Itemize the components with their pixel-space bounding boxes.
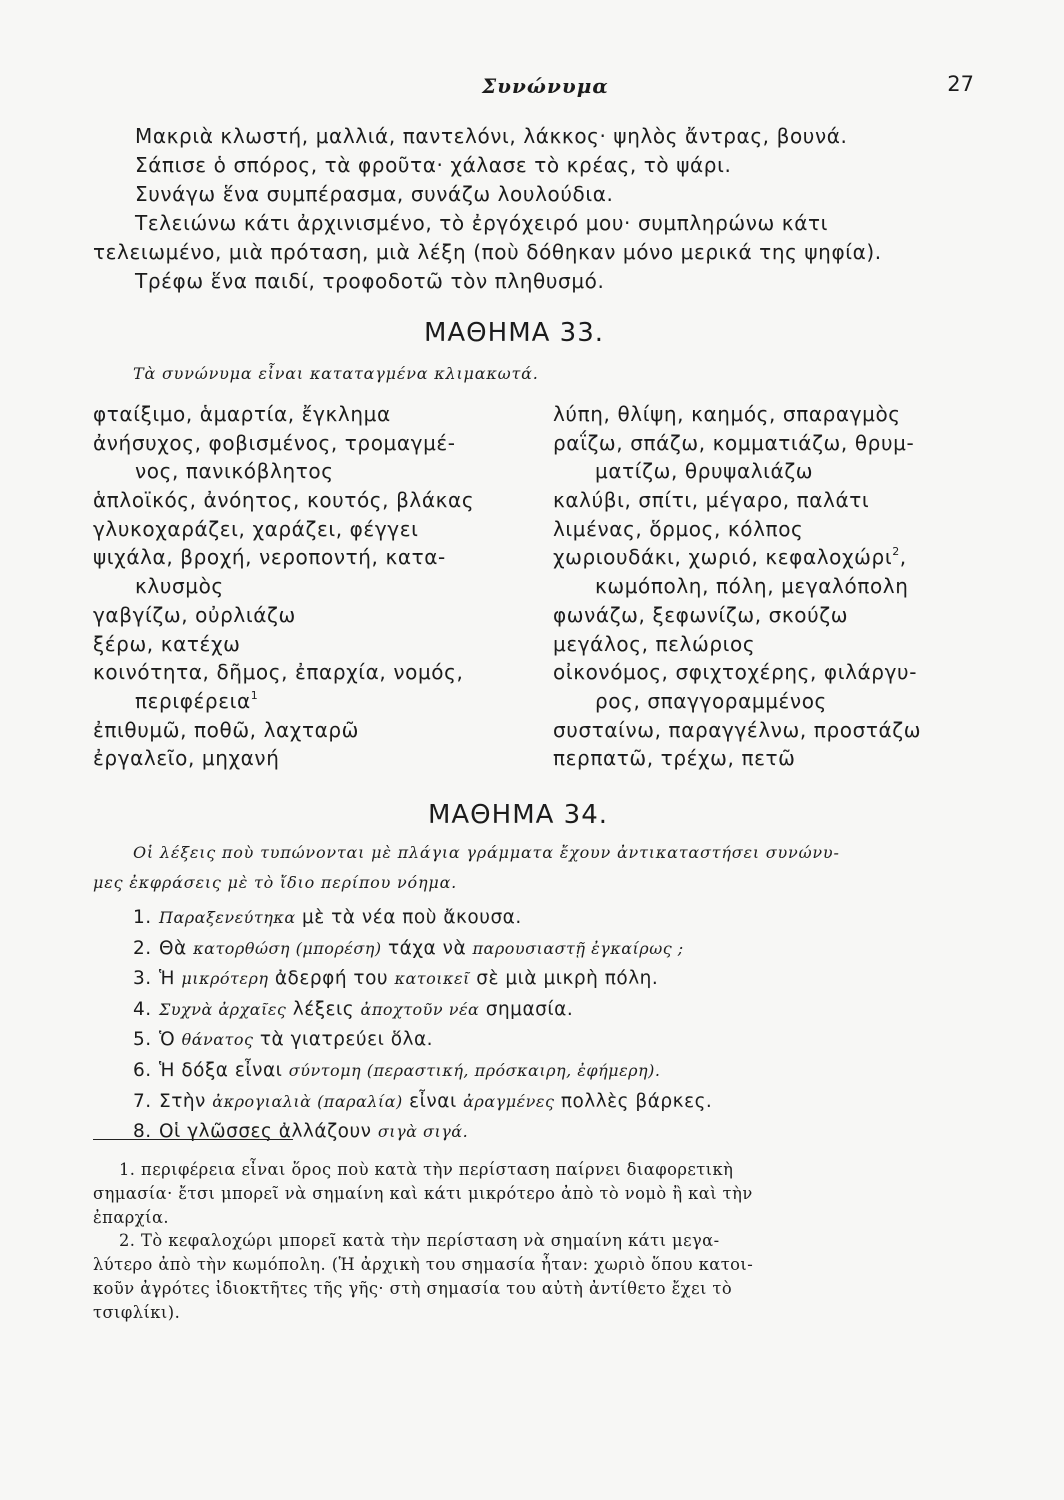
synonym-row: λιμένας, ὅρμος, κόλπος <box>553 516 804 541</box>
plain-text: Στὴν <box>159 1090 213 1112</box>
synonym-text: χωριουδάκι, χωριό, κεφαλοχώρι <box>553 545 893 570</box>
footnote-line: σημασία· ἔτσι μπορεῖ νὰ σημαίνη καὶ κάτι μικρότερο ἀπὸ τὸ νομὸ ἢ καὶ τὴν <box>93 1183 753 1203</box>
synonym-row: ἐπιθυμῶ, ποθῶ, λαχταρῶ <box>93 717 360 742</box>
italic-phrase: θάνατος <box>181 1030 254 1050</box>
lesson-34-title: ΜΑΘΗΜΑ 34. <box>427 800 609 830</box>
instruction-line: μες ἐκφράσεις μὲ τὸ ἴδιο περίπου νόημα. <box>93 873 458 892</box>
exercise-number: 4. <box>133 998 152 1020</box>
plain-text: τάχα νὰ <box>381 937 473 959</box>
italic-phrase: κατοικεῖ <box>394 969 470 989</box>
italic-phrase: ἀραγμένες <box>463 1091 555 1111</box>
text-line: Τρέφω ἕνα παιδί, τροφοδοτῶ τὸν πληθυσμό. <box>135 269 605 293</box>
synonym-row: συσταίνω, παραγγέλνω, προστάζω <box>553 717 922 742</box>
running-head <box>0 72 1064 102</box>
exercise-item <box>133 1117 712 1148</box>
exercise-number: 6. <box>133 1059 152 1081</box>
plain-text: Θὰ <box>159 937 194 959</box>
synonym-row: οἰκονόμος, σφιχτοχέρης, φιλάργυ- <box>553 660 918 685</box>
footnote-rule <box>93 1139 293 1140</box>
plain-text: σὲ μιὰ μικρὴ πόλη. <box>469 968 659 990</box>
italic-phrase: παρουσιαστῇ ἐγκαίρως ; <box>472 938 684 958</box>
synonyms-right-column <box>553 400 921 773</box>
italic-phrase: μικρότερη <box>181 969 269 989</box>
italic-phrase: ἀκρογιαλιὰ (παραλία) <box>212 1091 403 1111</box>
footnote-line: 2. Τὸ κεφαλοχώρι μπορεῖ κατὰ τὴν περίσταση νὰ σημαίνη κάτι μεγα- <box>119 1231 720 1251</box>
exercise-number: 2. <box>133 937 152 959</box>
text-line: Σάπισε ὁ σπόρος, τὰ φροῦτα· χάλασε τὸ κρέας, τὸ ψάρι. <box>135 153 732 177</box>
synonym-row: ἀνήσυχος, φοβισμένος, τρομαγμέ- <box>93 430 456 455</box>
text-line: Μακριὰ κλωστή, μαλλιά, παντελόνι, λάκκος· ψηλὸς ἄντρας, βουνά. <box>135 124 848 148</box>
exercise-item <box>133 1056 712 1087</box>
plain-text: Ὁ <box>159 1029 182 1051</box>
lesson-34-instruction <box>93 838 973 898</box>
page-number: 27 <box>947 72 974 96</box>
text-line: Συνάγω ἕνα συμπέρασμα, συνάζω λουλούδια. <box>135 182 614 206</box>
footnote-mark: 2 <box>892 545 900 559</box>
exercise-number: 7. <box>133 1090 152 1112</box>
exercise-item <box>133 995 712 1026</box>
italic-phrase: Παραξενεύτηκα <box>159 908 296 927</box>
plain-text: εἶναι <box>402 1090 464 1112</box>
synonym-row: νος, πανικόβλητος <box>135 459 334 484</box>
plain-text: Ἡ δόξα εἶναι <box>159 1059 289 1081</box>
opening-paragraph <box>93 122 973 296</box>
exercise-list <box>133 903 712 1148</box>
lesson-33-title: ΜΑΘΗΜΑ 33. <box>423 318 605 348</box>
synonym-row: κλυσμὸς <box>135 574 224 599</box>
exercise-item <box>133 903 712 934</box>
synonym-row: ξέρω, κατέχω <box>93 631 241 656</box>
plain-text: ἀδερφή του <box>268 968 395 990</box>
italic-phrase: σιγὰ σιγά. <box>377 1122 469 1142</box>
synonym-row: ἁπλοϊκός, ἀνόητος, κουτός, βλάκας <box>93 488 475 513</box>
text-line: Τελειώνω κάτι ἀρχινισμένο, τὸ ἐργόχειρό μου· συμπληρώνω κάτι <box>135 211 828 235</box>
italic-phrase: κατορθώση (μπορέση) <box>193 938 382 958</box>
synonym-row: χωριουδάκι, χωριό, κεφαλοχώρι$^2$, <box>553 545 907 570</box>
footnote-line: κοῦν ἀγρότες ἰδιοκτῆτες τῆς γῆς· στὴ σημασία του αὐτὴ ἀντίθετο ἔχει τὸ <box>93 1278 733 1298</box>
plain-text: Ἡ <box>159 968 182 990</box>
italic-phrase: σύντομη (περαστική, πρόσκαιρη, ἐφήμερη). <box>288 1060 661 1080</box>
exercise-item <box>133 964 712 995</box>
synonym-row: καλύβι, σπίτι, μέγαρο, παλάτι <box>553 488 870 513</box>
synonym-row: φωνάζω, ξεφωνίζω, σκούζω <box>553 602 849 627</box>
synonym-row: περπατῶ, τρέχω, πετῶ <box>553 746 796 771</box>
exercise-number: 8. <box>133 1121 152 1143</box>
italic-phrase: ἀποχτοῦν νέα <box>360 999 480 1019</box>
plain-text: λέξεις <box>286 998 361 1020</box>
plain-text: Οἱ γλῶσσες ἀλλάζουν <box>159 1121 378 1143</box>
synonym-row: ματίζω, θρυψαλιάζω <box>595 459 814 484</box>
synonym-row: ραΐζω, σπάζω, κομματιάζω, θρυμ- <box>553 430 915 455</box>
synonym-text: περιφέρεια <box>135 688 251 713</box>
synonym-row: κοινότητα, δῆμος, ἐπαρχία, νομός, <box>93 660 464 685</box>
running-title: Συνώνυμα <box>482 74 609 98</box>
synonym-row: λύπη, θλίψη, καημός, σπαραγμὸς <box>553 402 901 426</box>
footnote-line: τσιφλίκι). <box>93 1302 181 1322</box>
synonym-row: ἐργαλεῖο, μηχανή <box>93 746 280 771</box>
synonym-row: κωμόπολη, πόλη, μεγαλόπολη <box>595 574 909 599</box>
synonym-row: γλυκοχαράζει, χαράζει, φέγγει <box>93 516 419 541</box>
lesson-33-instruction: Τὰ συνώνυμα εἶναι καταταγμένα κλιμακωτά. <box>133 364 539 383</box>
exercise-number: 1. <box>133 907 152 928</box>
plain-text: σημασία. <box>479 998 574 1020</box>
synonym-row: γαβγίζω, οὐρλιάζω <box>93 602 296 627</box>
italic-phrase: Συχνὰ ἀρχαῖες <box>159 999 287 1019</box>
synonym-row: ψιχάλα, βροχή, νεροποντή, κατα- <box>93 545 446 570</box>
footnote-line: λύτερο ἀπὸ τὴν κωμόπολη. (Ἡ ἀρχικὴ του σημασία ἦταν: χωριὸ ὅπου κατοι- <box>93 1255 754 1275</box>
synonyms-left-column <box>93 400 474 773</box>
footnotes <box>93 1158 973 1325</box>
exercise-item <box>133 1025 712 1056</box>
footnote-line: ἐπαρχία. <box>93 1207 170 1227</box>
plain-text: πολλὲς βάρκες. <box>554 1090 713 1112</box>
text-line: τελειωμένο, μιὰ πρόταση, μιὰ λέξη (ποὺ δόθηκαν μόνο μερικά της ψηφία). <box>93 240 882 264</box>
synonym-row <box>93 687 474 716</box>
plain-text: τὰ γιατρεύει ὅλα. <box>253 1029 434 1051</box>
synonym-row: ρος, σπαγγοραμμένος <box>595 688 827 713</box>
exercise-number: 3. <box>133 968 152 990</box>
footnote-mark: 1 <box>250 688 259 702</box>
exercise-number: 5. <box>133 1029 152 1051</box>
synonym-row: φταίξιμο, ἁμαρτία, ἔγκλημα <box>93 402 391 426</box>
exercise-item <box>133 934 712 965</box>
exercise-item <box>133 1087 712 1118</box>
instruction-line: Οἱ λέξεις ποὺ τυπώνονται μὲ πλάγια γράμματα ἔχουν ἀντικαταστήσει συνώνυ- <box>133 843 840 862</box>
plain-text: μὲ τὰ νέα ποὺ ἄκουσα. <box>295 907 522 928</box>
footnote-line: 1. περιφέρεια εἶναι ὅρος ποὺ κατὰ τὴν περίσταση παίρνει διαφορετικὴ <box>119 1160 734 1179</box>
synonym-row: μεγάλος, πελώριος <box>553 631 756 656</box>
